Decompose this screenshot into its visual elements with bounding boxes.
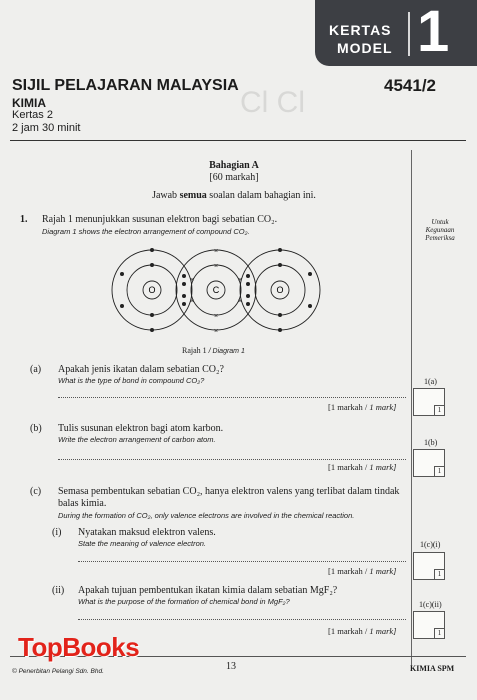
- atom-symbol: C: [212, 285, 220, 295]
- examiner-use-note: Untuk Kegunaan Pemeriksa: [425, 218, 455, 242]
- score-box-1ci[interactable]: 1: [413, 552, 445, 580]
- question-stem-en: Diagram 1 shows the electron arrangement of compound CO₂.: [42, 227, 250, 236]
- part-ci-question-en: State the meaning of valence electron.: [78, 539, 206, 548]
- examiner-margin-line: [411, 150, 412, 670]
- part-label: (a): [30, 364, 42, 375]
- mark-allocation: [1 markah / 1 mark]: [328, 566, 397, 576]
- diagram-caption: Rajah 1 / Diagram 1: [182, 346, 245, 355]
- score-box-label: 1(c)(ii): [419, 600, 442, 609]
- part-label: (c): [30, 486, 42, 497]
- topbooks-logo: TopBooks: [18, 632, 140, 662]
- svg-text:×: ×: [189, 298, 195, 305]
- score-box-label: 1(c)(i): [420, 540, 441, 549]
- exam-title: SIJIL PELAJARAN MALAYSIA: [12, 77, 239, 94]
- tab-line2: MODEL: [337, 40, 393, 56]
- svg-text:×: ×: [189, 277, 195, 284]
- section-title: Bahagian A: [209, 160, 259, 171]
- paper-tab: [315, 0, 477, 66]
- answer-line: [58, 396, 406, 398]
- show-through-text: Cl Cl: [240, 86, 305, 119]
- publisher-credit: © Penerbitan Pelangi Sdn. Bhd.: [12, 668, 104, 675]
- answer-line: [78, 560, 406, 562]
- answer-line: [58, 458, 406, 460]
- answer-line: [78, 618, 406, 620]
- series-label: KIMIA SPM: [410, 664, 455, 673]
- paper-number: Kertas 2: [12, 109, 53, 121]
- atom-symbol: O: [276, 285, 284, 295]
- part-c-stem-en: During the formation of CO₂, only valence electrons are involved in the chemical reaction.: [58, 511, 355, 520]
- mark-allocation: [1 markah / 1 mark]: [328, 402, 397, 412]
- header-rule: [10, 140, 466, 141]
- tab-line1: KERTAS: [329, 22, 392, 38]
- question-number: 1.: [20, 214, 28, 225]
- part-b-question: Tulis susunan elektron bagi atom karbon.: [58, 423, 224, 434]
- atom-symbol: O: [148, 285, 156, 295]
- subpart-label: (ii): [52, 585, 65, 596]
- svg-text:×: ×: [237, 277, 243, 284]
- mark-allocation: [1 markah / 1 mark]: [328, 626, 397, 636]
- part-label: (b): [30, 423, 42, 434]
- mark-allocation: [1 markah / 1 mark]: [328, 462, 397, 472]
- score-box-1b[interactable]: 1: [413, 449, 445, 477]
- section-marks: [60 markah]: [209, 172, 259, 183]
- section-instruction: Jawab semua soalan dalam bahagian ini.: [152, 190, 316, 201]
- svg-text:×: ×: [213, 263, 219, 270]
- part-b-question-en: Write the electron arrangement of carbon atom.: [58, 435, 216, 444]
- score-box-label: 1(a): [424, 377, 437, 386]
- score-box-1a[interactable]: 1: [413, 388, 445, 416]
- score-box-label: 1(b): [424, 438, 438, 447]
- subpart-label: (i): [52, 527, 62, 538]
- part-cii-question-en: What is the purpose of the formation of chemical bond in MgF₂?: [78, 597, 290, 606]
- page-number: 13: [226, 661, 236, 672]
- subject: KIMIA: [12, 96, 46, 110]
- score-box-1cii[interactable]: 1: [413, 611, 445, 639]
- duration: 2 jam 30 minit: [12, 122, 81, 134]
- tab-number: 1: [417, 0, 450, 64]
- svg-text:×: ×: [213, 248, 219, 255]
- paper-code: 4541/2: [384, 76, 436, 95]
- svg-text:×: ×: [237, 298, 243, 305]
- part-a-question-en: What is the type of bond in compound CO₂?: [58, 376, 205, 385]
- part-ci-question: Nyatakan maksud elektron valens.: [78, 527, 216, 538]
- part-a-question: Apakah jenis ikatan dalam sebatian CO₂?: [58, 364, 224, 375]
- svg-text:×: ×: [213, 313, 219, 320]
- svg-text:×: ×: [213, 328, 219, 335]
- part-cii-question: Apakah tujuan pembentukan ikatan kimia dalam sebatian MgF₂?: [78, 585, 338, 596]
- question-stem: Rajah 1 menunjukkan susunan elektron bagi sebatian CO₂.: [42, 214, 278, 225]
- co2-electron-diagram: [100, 238, 325, 348]
- tab-divider: [408, 12, 410, 56]
- part-c-stem: Semasa pembentukan sebatian CO₂, hanya elektron valens yang terlibat dalam tindak balas kimia.: [58, 486, 400, 509]
